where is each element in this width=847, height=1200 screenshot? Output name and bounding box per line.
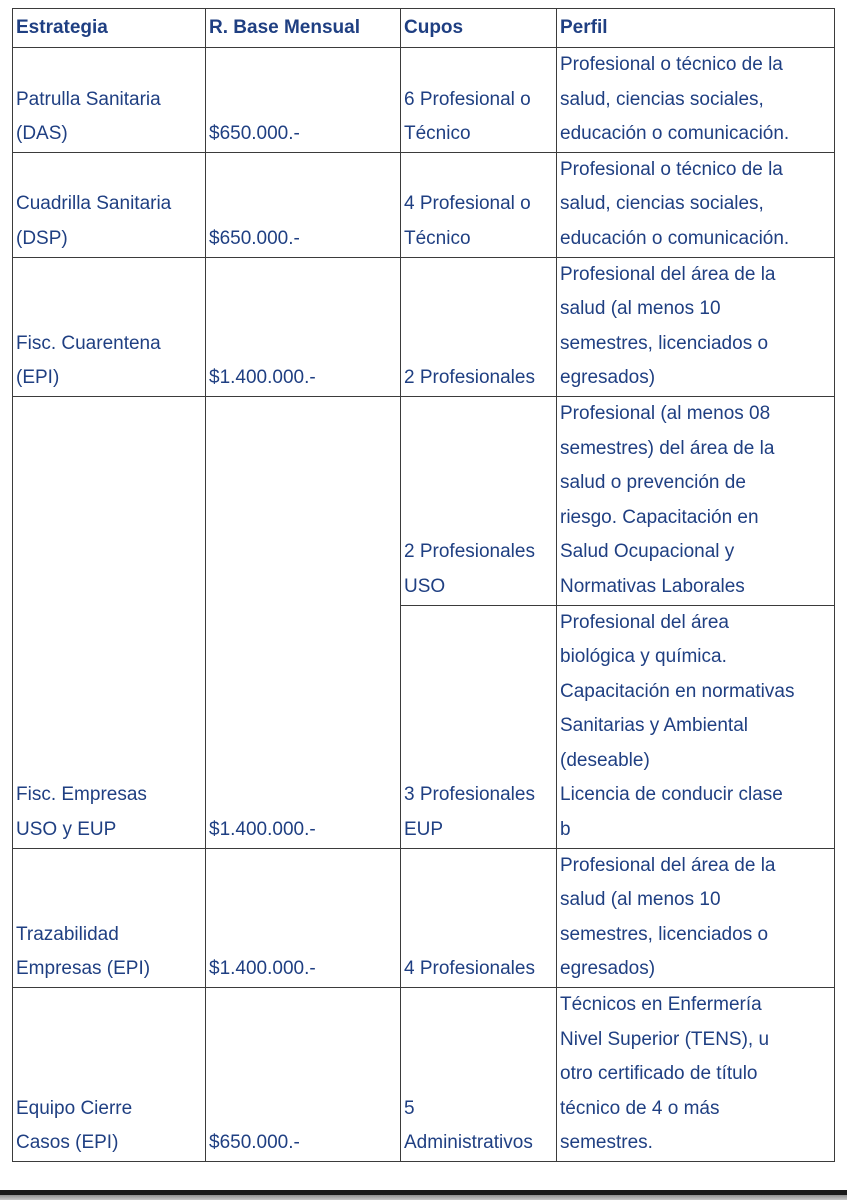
document-page <box>12 8 834 1162</box>
quota-text: 6 Profesional o Técnico <box>404 88 531 145</box>
profile-cell <box>557 396 835 605</box>
profile-text: Profesional del área de la salud (al menos 10 semestres, licenciados o egresados) <box>560 854 776 980</box>
profile-text: Profesional o técnico de la salud, ciencias sociales, educación o comunicación. <box>560 54 790 145</box>
salary-text: $650.000.- <box>209 1132 300 1154</box>
strategy-text: Trazabilidad Empresas (EPI) <box>16 923 151 980</box>
profile-cell <box>557 48 835 153</box>
salary-cell <box>206 396 401 848</box>
profile-cell <box>557 848 835 987</box>
salary-cell <box>206 988 401 1162</box>
table-row <box>13 152 835 257</box>
salary-cell <box>206 152 401 257</box>
screenshot-bottom-edge <box>0 1186 847 1200</box>
quota-cell <box>401 48 557 153</box>
header-strategy: Estrategia <box>13 9 206 48</box>
quota-text: 5 Administrativos <box>404 1097 533 1154</box>
profile-text: Profesional (al menos 08 semestres) del área de la salud o prevención de riesgo. Capacitación en Salud Ocupacional y Normativas Laborales <box>560 402 775 597</box>
salary-text: $1.400.000.- <box>209 958 316 980</box>
quota-text: 2 Profesionales <box>404 367 535 389</box>
table-row <box>13 988 835 1162</box>
quota-cell <box>401 152 557 257</box>
salary-cell <box>206 848 401 987</box>
profile-text: Profesional del área biológica y química. Capacitación en normativas Sanitarias y Ambiental (deseable) Licencia de conducir clase b <box>560 611 795 841</box>
strategy-text: Cuadrilla Sanitaria (DSP) <box>16 193 172 249</box>
strategy-text: Fisc. Empresas USO y EUP <box>16 784 147 841</box>
quota-text: 2 Profesionales USO <box>404 541 535 597</box>
table-row <box>13 396 835 605</box>
salary-text: $650.000.- <box>209 227 300 249</box>
profile-cell <box>557 605 835 848</box>
salary-cell <box>206 48 401 153</box>
positions-table <box>12 8 835 1162</box>
strategy-cell <box>13 152 206 257</box>
strategy-cell <box>13 396 206 848</box>
profile-cell <box>557 152 835 257</box>
profile-text: Profesional o técnico de la salud, ciencias sociales, educación o comunicación. <box>560 158 790 249</box>
quota-text: 3 Profesionales EUP <box>404 784 535 841</box>
table-row <box>13 48 835 153</box>
strategy-text: Equipo Cierre Casos (EPI) <box>16 1097 133 1154</box>
strategy-text: Patrulla Sanitaria (DAS) <box>16 88 161 145</box>
strategy-cell <box>13 988 206 1162</box>
profile-cell <box>557 257 835 396</box>
strategy-cell <box>13 257 206 396</box>
salary-text: $650.000.- <box>209 123 300 145</box>
salary-text: $1.400.000.- <box>209 367 316 389</box>
header-profile: Perfil <box>557 9 835 48</box>
salary-cell <box>206 257 401 396</box>
quota-cell <box>401 605 557 848</box>
strategy-cell <box>13 48 206 153</box>
quota-text: 4 Profesional o Técnico <box>404 193 531 249</box>
strategy-cell <box>13 848 206 987</box>
header-quota: Cupos <box>401 9 557 48</box>
quota-cell <box>401 257 557 396</box>
strategy-text: Fisc. Cuarentena (EPI) <box>16 332 161 389</box>
profile-text: Técnicos en Enfermería Nivel Superior (TENS), u otro certificado de título técnico de 4 o más semestres. <box>560 994 770 1154</box>
profile-text: Profesional del área de la salud (al menos 10 semestres, licenciados o egresados) <box>560 263 776 389</box>
quota-cell <box>401 988 557 1162</box>
table-header-row <box>13 9 835 48</box>
quota-text: 4 Profesionales <box>404 958 535 980</box>
profile-cell <box>557 988 835 1162</box>
header-salary: R. Base Mensual <box>206 9 401 48</box>
quota-cell <box>401 848 557 987</box>
salary-text: $1.400.000.- <box>209 819 316 841</box>
quota-cell <box>401 396 557 605</box>
table-row <box>13 848 835 987</box>
table-row <box>13 257 835 396</box>
